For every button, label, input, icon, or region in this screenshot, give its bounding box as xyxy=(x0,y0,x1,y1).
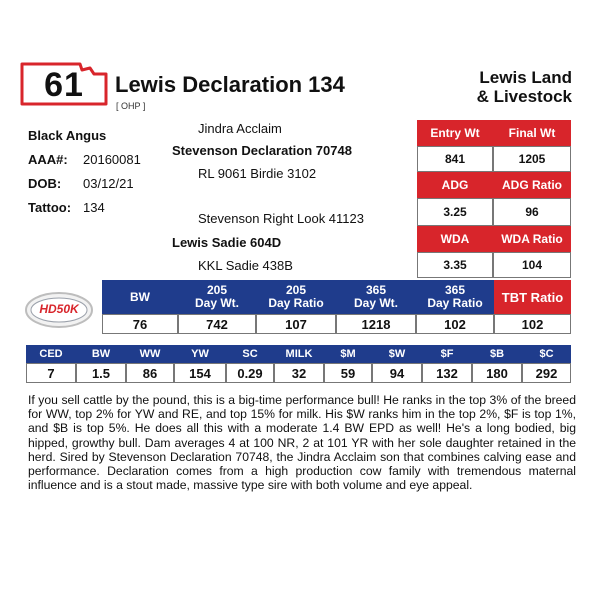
weights-header-205-day-ratio xyxy=(256,280,336,314)
adg-ratio-value: 96 xyxy=(493,198,571,226)
epd-header-ww: WW xyxy=(139,348,161,360)
breeder-name-line1: Lewis Land xyxy=(479,68,572,87)
epd-header-sc: SC xyxy=(242,348,258,360)
lot-description: If you sell cattle by the pound, this is a big-time performance bull! He ranks in the top 3% of the breed for WW, top 2% for YW and RE, and top 15% for milk. His $W ranks him in the top 2%, $F is top 1%, and $B is top 5%. He does all this with a moderate 1.4 BW EPD as well! He's a long bodied, big hipped, growthy bull. Dam averages 4 at 100 NR, 2 at 101 YR with her sole daughter retained in the herd. Sired by Stevenson Declaration 70748, the Jindra Acclaim son that combines calving ease and performance. Declaration comes from a high production cow family with tremendous maternal influence and is a stout made, massive type sire with both volume and eye appeal. xyxy=(28,393,576,493)
tattoo-label: Tattoo: xyxy=(28,200,72,215)
weights-header-line2: Day Ratio xyxy=(427,296,483,310)
weights-header-bw xyxy=(102,280,178,314)
registration-tag: [ OHP ] xyxy=(116,101,146,111)
weights-header-line1: BW xyxy=(130,289,150,304)
animal-name: Lewis Declaration 134 xyxy=(115,72,345,97)
epd-value-bw: 1.5 xyxy=(76,363,126,383)
weights-header-line2: Day Wt. xyxy=(353,296,398,310)
sire-sire: Jindra Acclaim xyxy=(198,121,282,136)
epd-value-sc: 0.29 xyxy=(226,363,274,383)
epd-header-m: $M xyxy=(340,348,356,360)
epd-header-f: $F xyxy=(440,348,454,360)
epd-header-b: $B xyxy=(489,348,505,360)
sire: Stevenson Declaration 70748 xyxy=(172,143,352,158)
205-day-wt-value: 742 xyxy=(178,314,256,334)
epd-header-bw: BW xyxy=(91,348,111,360)
lot-number: 61 xyxy=(44,66,84,104)
breeder-name-line2: & Livestock xyxy=(476,87,572,106)
aaa-number-row xyxy=(28,152,141,167)
adg-value: 3.25 xyxy=(417,198,493,226)
weights-header-line1: 365 xyxy=(444,283,466,297)
adg-ratio-header: ADG Ratio xyxy=(493,172,571,198)
wda-ratio-header: WDA Ratio xyxy=(493,226,571,252)
dob-label: DOB: xyxy=(28,176,62,191)
dam: Lewis Sadie 604D xyxy=(172,235,282,250)
epd-header-c: $C xyxy=(539,348,554,360)
epd-value-f: 132 xyxy=(422,363,472,383)
epd-header-milk: MILK xyxy=(285,348,313,360)
dam-dam: KKL Sadie 438B xyxy=(198,258,293,273)
final-wt-header: Final Wt xyxy=(493,120,571,146)
weights-header-line1: 365 xyxy=(365,283,387,297)
tattoo-row xyxy=(28,200,105,215)
epd-value-m: 59 xyxy=(324,363,372,383)
aaa-value: 20160081 xyxy=(83,152,141,167)
epd-header-yw: YW xyxy=(191,348,209,360)
epd-value-ced: 7 xyxy=(26,363,76,383)
weights-header-365-day-wt xyxy=(336,280,416,314)
epd-value-w: 94 xyxy=(372,363,422,383)
entry-wt-header: Entry Wt xyxy=(417,120,493,146)
final-wt-value: 1205 xyxy=(493,146,571,172)
weights-header-365-day-ratio xyxy=(416,280,494,314)
365-day-wt-value: 1218 xyxy=(336,314,416,334)
tattoo-value: 134 xyxy=(83,200,105,215)
dob-row xyxy=(28,176,134,191)
entry-wt-value: 841 xyxy=(417,146,493,172)
bw-value: 76 xyxy=(102,314,178,334)
tbt-ratio-value: 102 xyxy=(494,314,571,334)
365-day-ratio-value: 102 xyxy=(416,314,494,334)
weights-header-line2: Day Wt. xyxy=(194,296,239,310)
epd-value-ww: 86 xyxy=(126,363,174,383)
weights-header-line1: 205 xyxy=(285,283,307,297)
dam-sire: Stevenson Right Look 41123 xyxy=(198,211,364,226)
epd-header-ced: CED xyxy=(39,348,63,360)
epd-value-milk: 32 xyxy=(274,363,324,383)
tbt-ratio-header: TBT Ratio xyxy=(494,280,571,314)
adg-header: ADG xyxy=(417,172,493,198)
epd-header-w: $W xyxy=(388,348,406,360)
epd-value-b: 180 xyxy=(472,363,522,383)
aaa-label: AAA#: xyxy=(28,152,68,167)
wda-header: WDA xyxy=(417,226,493,252)
205-day-ratio-value: 107 xyxy=(256,314,336,334)
weights-header-line1: 205 xyxy=(206,283,228,297)
hd50k-logo-text: HD50K xyxy=(39,302,79,316)
wda-ratio-value: 104 xyxy=(493,252,571,278)
epd-value-c: 292 xyxy=(522,363,571,383)
dob-value: 03/12/21 xyxy=(83,176,134,191)
breed: Black Angus xyxy=(28,128,107,143)
sire-dam: RL 9061 Birdie 3102 xyxy=(198,166,317,181)
wda-value: 3.35 xyxy=(417,252,493,278)
weights-header-line2: Day Ratio xyxy=(268,296,324,310)
weights-header-205-day-wt xyxy=(178,280,256,314)
epd-value-yw: 154 xyxy=(174,363,226,383)
